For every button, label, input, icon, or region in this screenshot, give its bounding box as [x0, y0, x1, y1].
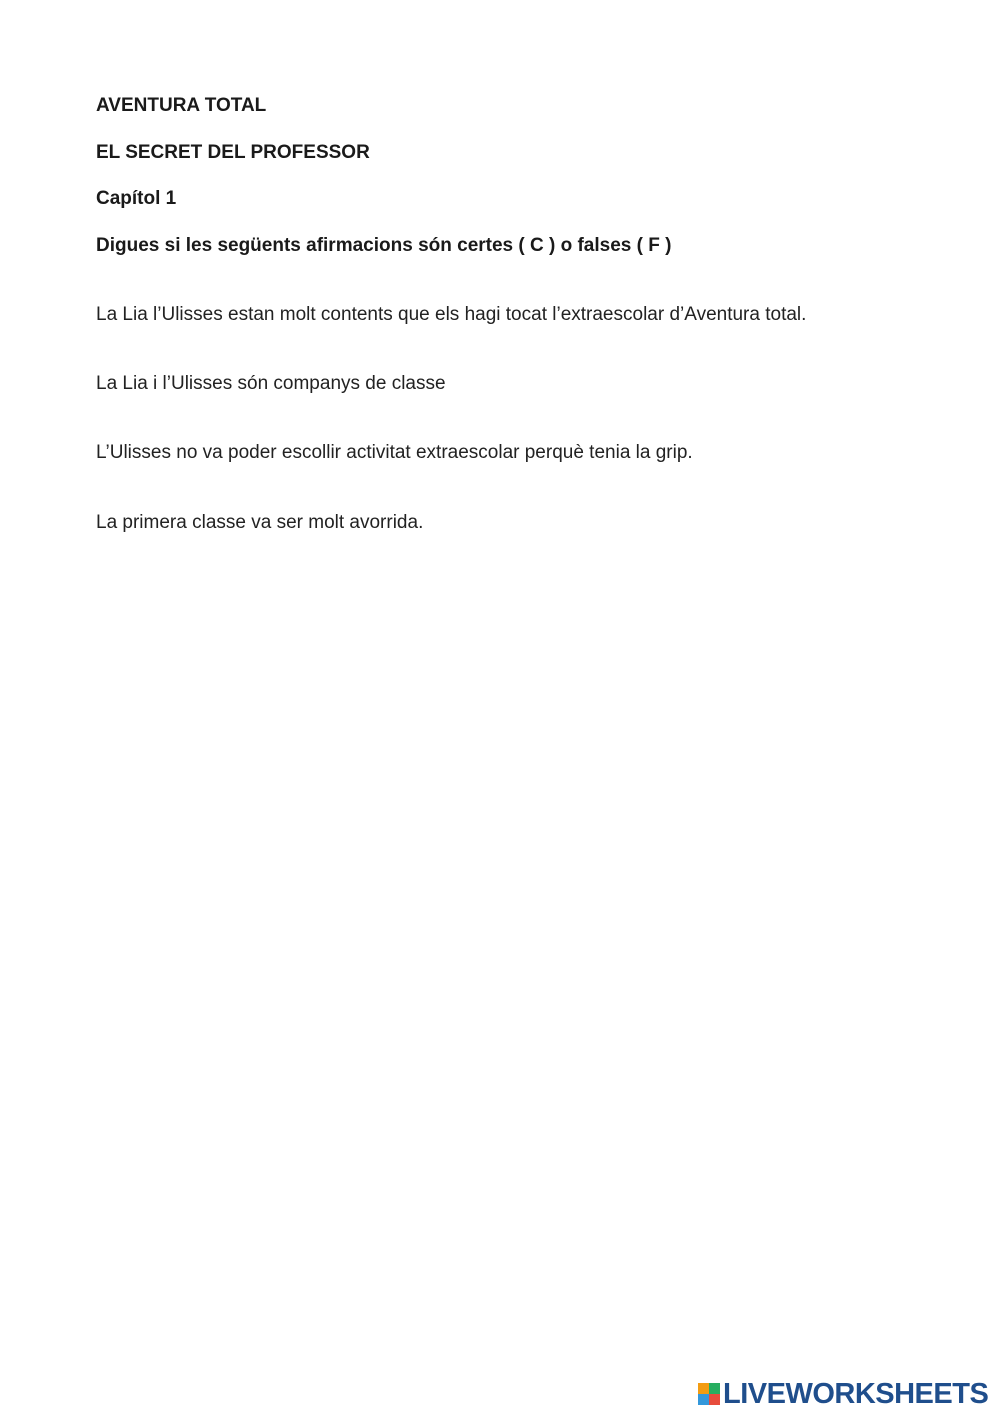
- statement-3: L’Ulisses no va poder escollir activitat extraescolar perquè tenia la grip.: [96, 442, 693, 463]
- statement-2: La Lia i l’Ulisses són companys de classe: [96, 373, 446, 394]
- statement-4: La primera classe va ser molt avorrida.: [96, 512, 424, 533]
- document-title: AVENTURA TOTAL: [96, 95, 267, 116]
- chapter-label: Capítol 1: [96, 188, 177, 209]
- watermark-text: LIVEWORKSHEETS: [723, 1378, 989, 1410]
- instruction-text: Digues si les següents afirmacions són certes ( C ) o falses ( F ): [96, 235, 672, 256]
- statement-1: La Lia l’Ulisses estan molt contents que els hagi tocat l’extraescolar d’Aventura total.: [96, 304, 807, 325]
- liveworksheets-watermark: [698, 1378, 988, 1410]
- document-subtitle: EL SECRET DEL PROFESSOR: [96, 142, 370, 163]
- liveworksheets-logo-icon: [698, 1383, 720, 1405]
